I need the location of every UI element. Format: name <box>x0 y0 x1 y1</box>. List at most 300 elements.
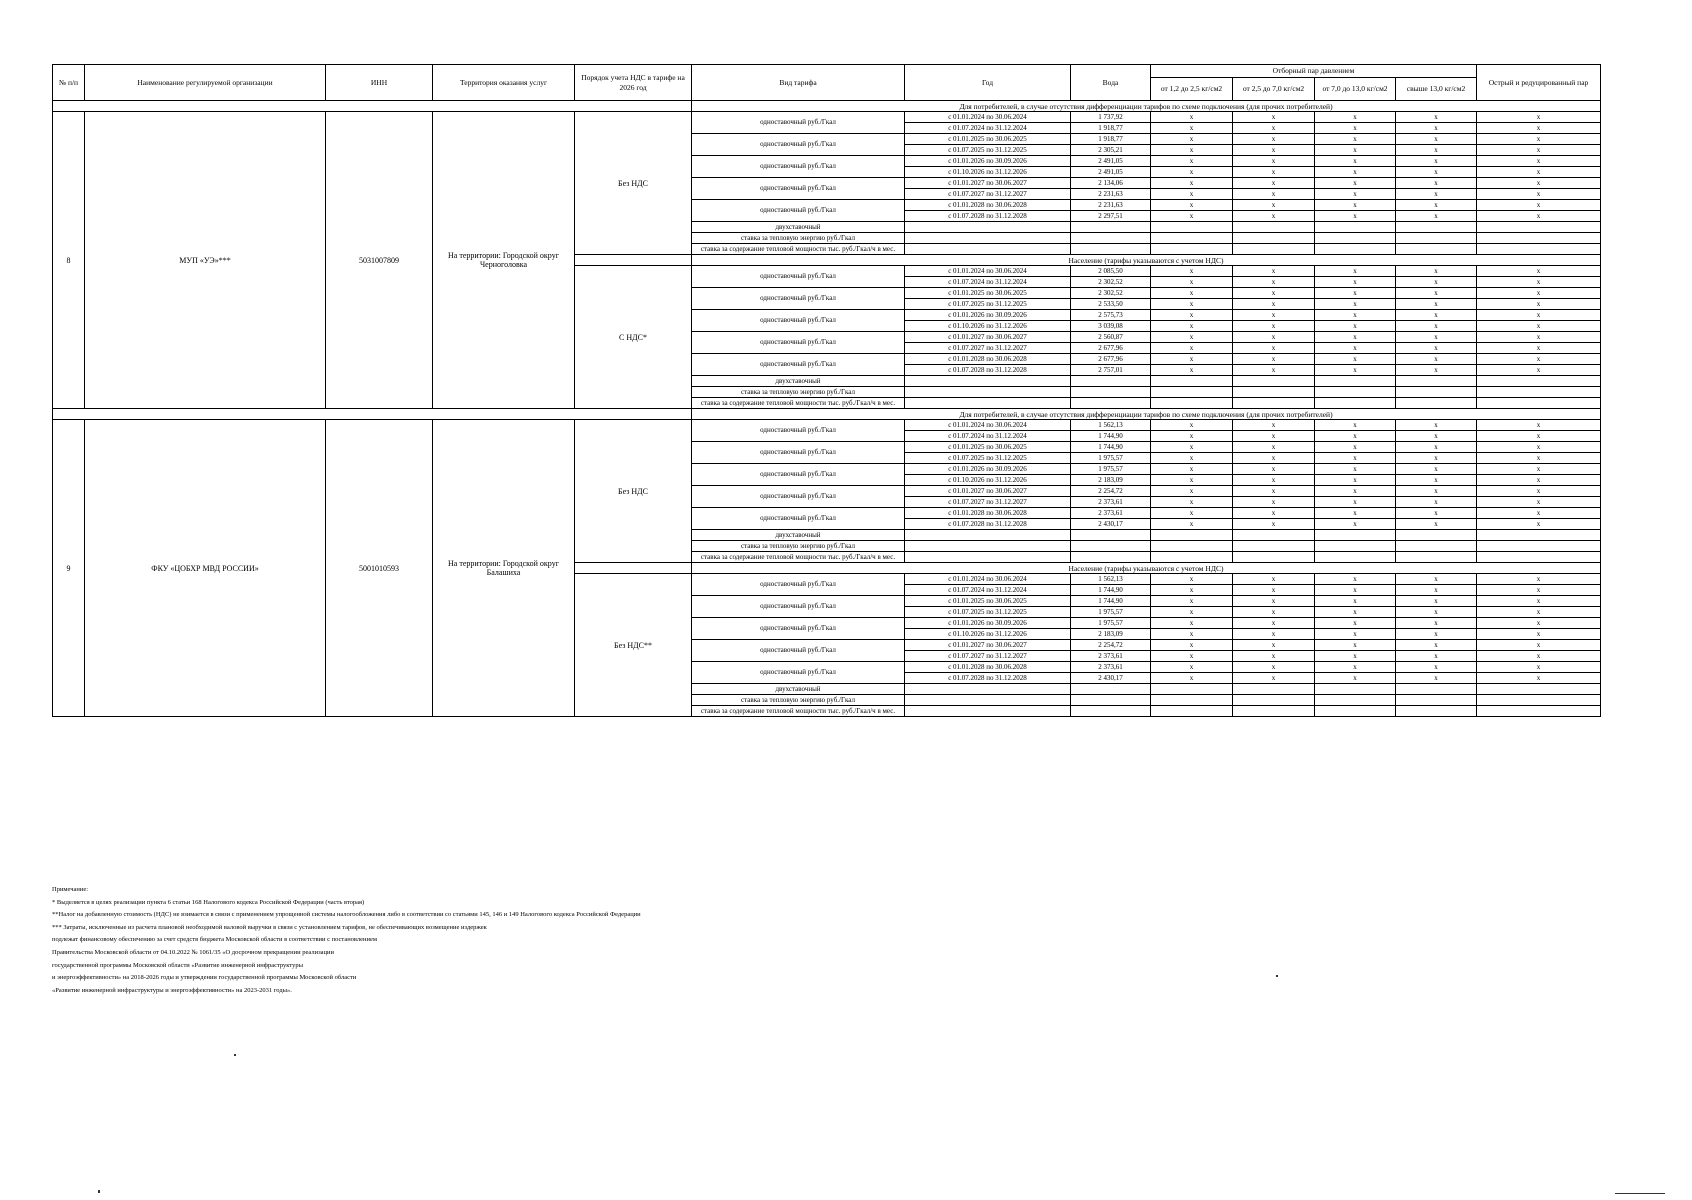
steam-value: x <box>1315 585 1396 596</box>
period-cell: с 01.07.2027 по 31.12.2027 <box>905 189 1071 200</box>
steam-value: x <box>1396 365 1477 376</box>
footnote-line: *** Затраты, исключенные из расчета плановой необходимой валовой выручки в связи с установлением тарифов, не обеспечивающих возмещение издержек <box>52 923 487 931</box>
steam-value: x <box>1396 200 1477 211</box>
steam-value: x <box>1477 134 1601 145</box>
empty-cell <box>1071 387 1151 398</box>
period-cell: с 01.01.2025 по 30.06.2025 <box>905 596 1071 607</box>
steam-value: x <box>1315 310 1396 321</box>
water-value: 2 134,06 <box>1071 178 1151 189</box>
steam-value: x <box>1151 596 1233 607</box>
period-cell: с 01.07.2024 по 31.12.2024 <box>905 585 1071 596</box>
period-cell: с 01.01.2027 по 30.06.2027 <box>905 178 1071 189</box>
steam-value: x <box>1233 123 1315 134</box>
steam-value: x <box>1151 211 1233 222</box>
steam-value: x <box>1477 420 1601 431</box>
steam-value: x <box>1151 442 1233 453</box>
steam-value: x <box>1477 508 1601 519</box>
section-label: Население (тарифы указываются с учетом НДС) <box>692 563 1601 574</box>
empty-cell <box>1477 541 1601 552</box>
water-value: 1 744,90 <box>1071 596 1151 607</box>
period-cell: с 01.01.2026 по 30.09.2026 <box>905 618 1071 629</box>
water-value: 2 677,96 <box>1071 343 1151 354</box>
steam-value: x <box>1477 310 1601 321</box>
org-territory: На территории: Городской округ Черноголовка <box>433 112 575 409</box>
empty-cell <box>1477 233 1601 244</box>
steam-value: x <box>1315 629 1396 640</box>
empty-cell <box>1233 233 1315 244</box>
period-cell: с 01.01.2026 по 30.09.2026 <box>905 310 1071 321</box>
empty-cell <box>905 244 1071 255</box>
empty-cell <box>1396 552 1477 563</box>
steam-value: x <box>1477 145 1601 156</box>
steam-value: x <box>1396 585 1477 596</box>
steam-value: x <box>1396 123 1477 134</box>
steam-value: x <box>1151 189 1233 200</box>
empty-cell <box>1071 233 1151 244</box>
empty-cell <box>1396 695 1477 706</box>
steam-value: x <box>1315 211 1396 222</box>
steam-value: x <box>1151 277 1233 288</box>
water-value: 2 677,96 <box>1071 354 1151 365</box>
empty-cell <box>1315 684 1396 695</box>
empty-cell <box>1071 222 1151 233</box>
empty-cell <box>1396 222 1477 233</box>
water-value: 2 297,51 <box>1071 211 1151 222</box>
steam-value: x <box>1315 156 1396 167</box>
header-year: Год <box>905 65 1071 101</box>
steam-value: x <box>1315 112 1396 123</box>
empty-cell <box>1477 530 1601 541</box>
vat-order: Без НДС <box>575 112 692 255</box>
period-cell: с 01.01.2027 по 30.06.2027 <box>905 332 1071 343</box>
empty-cell <box>1477 222 1601 233</box>
footnote-line: Примечание: <box>52 886 89 893</box>
period-cell: с 01.10.2026 по 31.12.2026 <box>905 475 1071 486</box>
empty-cell <box>1151 552 1233 563</box>
water-value: 2 302,52 <box>1071 277 1151 288</box>
empty-cell <box>1477 244 1601 255</box>
steam-value: x <box>1315 145 1396 156</box>
steam-value: x <box>1396 321 1477 332</box>
period-cell: с 01.01.2026 по 30.09.2026 <box>905 464 1071 475</box>
steam-value: x <box>1396 277 1477 288</box>
vat-order: С НДС* <box>575 266 692 409</box>
steam-value: x <box>1151 673 1233 684</box>
tariff-type: одноставочный руб./Гкал <box>692 420 905 442</box>
steam-value: x <box>1396 574 1477 585</box>
tariff-type: одноставочный руб./Гкал <box>692 662 905 684</box>
section-row <box>53 101 1601 112</box>
header-vat: Порядок учета НДС в тарифе на 2026 год <box>575 65 692 101</box>
scan-edge-mark <box>1615 1193 1665 1194</box>
water-value: 3 039,08 <box>1071 321 1151 332</box>
scan-speck <box>1276 975 1278 977</box>
steam-value: x <box>1477 343 1601 354</box>
tariff-type: одноставочный руб./Гкал <box>692 640 905 662</box>
footnote-line: * Выделяется в целях реализации пункта 6 статьи 168 Налогового кодекса Российской Федерации (часть вторая) <box>52 898 365 906</box>
steam-value: x <box>1233 618 1315 629</box>
period-cell: с 01.07.2024 по 31.12.2024 <box>905 431 1071 442</box>
steam-value: x <box>1233 288 1315 299</box>
steam-value: x <box>1396 420 1477 431</box>
tariff-type: ставка за тепловую энергию руб./Гкал <box>692 233 905 244</box>
steam-value: x <box>1151 134 1233 145</box>
header-steam-4: свыше 13,0 кг/см2 <box>1396 78 1477 101</box>
tariff-type: одноставочный руб./Гкал <box>692 596 905 618</box>
steam-value: x <box>1151 178 1233 189</box>
period-cell: с 01.01.2025 по 30.06.2025 <box>905 288 1071 299</box>
steam-value: x <box>1151 145 1233 156</box>
period-cell: с 01.07.2025 по 31.12.2025 <box>905 607 1071 618</box>
steam-value: x <box>1151 585 1233 596</box>
steam-value: x <box>1233 277 1315 288</box>
steam-value: x <box>1315 266 1396 277</box>
empty-cell <box>1151 387 1233 398</box>
steam-value: x <box>1151 365 1233 376</box>
steam-value: x <box>1151 167 1233 178</box>
tariff-type: одноставочный руб./Гкал <box>692 574 905 596</box>
steam-value: x <box>1396 354 1477 365</box>
period-cell: с 01.01.2025 по 30.06.2025 <box>905 134 1071 145</box>
period-cell: с 01.01.2024 по 30.06.2024 <box>905 112 1071 123</box>
steam-value: x <box>1233 178 1315 189</box>
tariff-type: одноставочный руб./Гкал <box>692 508 905 530</box>
steam-value: x <box>1396 651 1477 662</box>
tariff-type: одноставочный руб./Гкал <box>692 266 905 288</box>
org-number: 8 <box>53 112 85 409</box>
tariff-type: двухставочный <box>692 530 905 541</box>
tariff-type: одноставочный руб./Гкал <box>692 486 905 508</box>
steam-value: x <box>1233 442 1315 453</box>
steam-value: x <box>1315 288 1396 299</box>
org-number: 9 <box>53 420 85 717</box>
scan-speck <box>98 1190 100 1193</box>
empty-cell <box>1477 684 1601 695</box>
steam-value: x <box>1233 211 1315 222</box>
steam-value: x <box>1315 332 1396 343</box>
water-value: 1 975,57 <box>1071 607 1151 618</box>
steam-value: x <box>1233 420 1315 431</box>
vat-order: Без НДС** <box>575 574 692 717</box>
empty-cell <box>1477 552 1601 563</box>
empty-cell <box>1071 552 1151 563</box>
steam-value: x <box>1477 497 1601 508</box>
steam-value: x <box>1477 266 1601 277</box>
steam-value: x <box>1315 508 1396 519</box>
empty-cell <box>905 552 1071 563</box>
empty-cell <box>1071 530 1151 541</box>
steam-value: x <box>1396 453 1477 464</box>
steam-value: x <box>1477 321 1601 332</box>
water-value: 2 302,52 <box>1071 288 1151 299</box>
steam-value: x <box>1151 420 1233 431</box>
steam-value: x <box>1151 662 1233 673</box>
steam-value: x <box>1151 607 1233 618</box>
steam-value: x <box>1233 464 1315 475</box>
water-value: 2 430,17 <box>1071 673 1151 684</box>
table-row <box>53 112 1601 123</box>
header-inn: ИНН <box>326 65 433 101</box>
tariff-type: одноставочный руб./Гкал <box>692 332 905 354</box>
header-sharp-steam: Острый и редуцированный пар <box>1477 65 1601 101</box>
empty-cell <box>1477 695 1601 706</box>
empty-cell <box>1477 387 1601 398</box>
tariff-table <box>52 64 1601 717</box>
section-label: Население (тарифы указываются с учетом НДС) <box>692 255 1601 266</box>
steam-value: x <box>1396 266 1477 277</box>
header-water: Вода <box>1071 65 1151 101</box>
empty-cell <box>1315 706 1396 717</box>
steam-value: x <box>1396 332 1477 343</box>
steam-value: x <box>1477 673 1601 684</box>
steam-value: x <box>1396 662 1477 673</box>
steam-value: x <box>1233 662 1315 673</box>
steam-value: x <box>1315 277 1396 288</box>
steam-value: x <box>1315 475 1396 486</box>
steam-value: x <box>1477 288 1601 299</box>
water-value: 1 975,57 <box>1071 618 1151 629</box>
steam-value: x <box>1396 211 1477 222</box>
empty-cell <box>905 695 1071 706</box>
steam-value: x <box>1151 266 1233 277</box>
tariff-type: ставка за содержание тепловой мощности тыс. руб./Гкал/ч в мес. <box>692 398 905 409</box>
steam-value: x <box>1233 431 1315 442</box>
footnote-line: «Развитие инженерной инфраструктуры и энергоэффективности» на 2023-2031 годы». <box>52 986 292 994</box>
header-steam-2: от 2,5 до 7,0 кг/см2 <box>1233 78 1315 101</box>
header-territory: Территория оказания услуг <box>433 65 575 101</box>
period-cell: с 01.01.2028 по 30.06.2028 <box>905 662 1071 673</box>
empty-cell <box>1071 706 1151 717</box>
water-value: 1 918,77 <box>1071 134 1151 145</box>
empty-cell <box>1151 684 1233 695</box>
empty-cell <box>905 706 1071 717</box>
steam-value: x <box>1151 464 1233 475</box>
steam-value: x <box>1477 299 1601 310</box>
steam-value: x <box>1151 497 1233 508</box>
steam-value: x <box>1315 178 1396 189</box>
empty-cell <box>1071 244 1151 255</box>
empty-cell <box>1396 387 1477 398</box>
table-header <box>53 65 1601 101</box>
steam-value: x <box>1315 431 1396 442</box>
tariff-type: ставка за тепловую энергию руб./Гкал <box>692 387 905 398</box>
steam-value: x <box>1233 310 1315 321</box>
steam-value: x <box>1151 475 1233 486</box>
steam-value: x <box>1233 651 1315 662</box>
steam-value: x <box>1315 574 1396 585</box>
tariff-type: одноставочный руб./Гкал <box>692 354 905 376</box>
steam-value: x <box>1233 508 1315 519</box>
steam-value: x <box>1315 453 1396 464</box>
header-org-name: Наименование регулируемой организации <box>85 65 326 101</box>
water-value: 1 744,90 <box>1071 442 1151 453</box>
blank-cell <box>53 409 692 420</box>
empty-cell <box>1315 398 1396 409</box>
empty-cell <box>905 398 1071 409</box>
water-value: 1 744,90 <box>1071 585 1151 596</box>
steam-value: x <box>1151 629 1233 640</box>
empty-cell <box>1151 541 1233 552</box>
tariff-type: двухставочный <box>692 684 905 695</box>
period-cell: с 01.10.2026 по 31.12.2026 <box>905 321 1071 332</box>
empty-cell <box>1151 376 1233 387</box>
steam-value: x <box>1233 497 1315 508</box>
steam-value: x <box>1315 651 1396 662</box>
steam-value: x <box>1396 442 1477 453</box>
period-cell: с 01.01.2027 по 30.06.2027 <box>905 640 1071 651</box>
steam-value: x <box>1396 475 1477 486</box>
steam-value: x <box>1233 189 1315 200</box>
empty-cell <box>1233 552 1315 563</box>
empty-cell <box>1151 695 1233 706</box>
blank-cell <box>575 255 692 266</box>
steam-value: x <box>1396 607 1477 618</box>
steam-value: x <box>1315 618 1396 629</box>
tariff-type: одноставочный руб./Гкал <box>692 178 905 200</box>
steam-value: x <box>1477 442 1601 453</box>
steam-value: x <box>1315 596 1396 607</box>
steam-value: x <box>1396 596 1477 607</box>
water-value: 2 575,73 <box>1071 310 1151 321</box>
steam-value: x <box>1477 662 1601 673</box>
steam-value: x <box>1233 299 1315 310</box>
steam-value: x <box>1477 178 1601 189</box>
blank-cell <box>575 563 692 574</box>
period-cell: с 01.10.2026 по 31.12.2026 <box>905 167 1071 178</box>
empty-cell <box>1477 706 1601 717</box>
empty-cell <box>1071 376 1151 387</box>
steam-value: x <box>1315 299 1396 310</box>
steam-value: x <box>1396 519 1477 530</box>
period-cell: с 01.07.2027 по 31.12.2027 <box>905 343 1071 354</box>
steam-value: x <box>1477 519 1601 530</box>
steam-value: x <box>1477 651 1601 662</box>
steam-value: x <box>1151 310 1233 321</box>
footnote-line: государственной программы Московской области «Развитие инженерной инфраструктуры <box>52 961 303 969</box>
steam-value: x <box>1315 134 1396 145</box>
empty-cell <box>1315 244 1396 255</box>
period-cell: с 01.01.2024 по 30.06.2024 <box>905 266 1071 277</box>
empty-cell <box>1233 541 1315 552</box>
water-value: 2 373,61 <box>1071 651 1151 662</box>
steam-value: x <box>1396 464 1477 475</box>
steam-value: x <box>1151 321 1233 332</box>
steam-value: x <box>1151 431 1233 442</box>
steam-value: x <box>1233 321 1315 332</box>
steam-value: x <box>1151 200 1233 211</box>
steam-value: x <box>1233 266 1315 277</box>
empty-cell <box>1396 376 1477 387</box>
steam-value: x <box>1315 123 1396 134</box>
footnote-line: **Налог на добавленную стоимость (НДС) не взимается в связи с применением упрощенной системы налогообложения либо в соответствии со статьями 145, 146 и 149 Налогового кодекса Российской Федерации <box>52 911 641 919</box>
steam-value: x <box>1477 431 1601 442</box>
steam-value: x <box>1477 167 1601 178</box>
steam-value: x <box>1233 585 1315 596</box>
empty-cell <box>1315 552 1396 563</box>
steam-value: x <box>1477 277 1601 288</box>
period-cell: с 01.01.2024 по 30.06.2024 <box>905 420 1071 431</box>
steam-value: x <box>1315 420 1396 431</box>
header-tariff-type: Вид тарифа <box>692 65 905 101</box>
water-value: 2 373,61 <box>1071 662 1151 673</box>
water-value: 2 373,61 <box>1071 497 1151 508</box>
water-value: 2 757,01 <box>1071 365 1151 376</box>
period-cell: с 01.01.2025 по 30.06.2025 <box>905 442 1071 453</box>
header-steam-group: Отборный пар давлением <box>1151 65 1477 78</box>
steam-value: x <box>1315 607 1396 618</box>
steam-value: x <box>1396 618 1477 629</box>
steam-value: x <box>1233 629 1315 640</box>
steam-value: x <box>1315 167 1396 178</box>
tariff-type: ставка за содержание тепловой мощности тыс. руб./Гкал/ч в мес. <box>692 244 905 255</box>
period-cell: с 01.01.2028 по 30.06.2028 <box>905 354 1071 365</box>
org-name: МУП «УЭ»*** <box>85 112 326 409</box>
empty-cell <box>905 530 1071 541</box>
steam-value: x <box>1477 486 1601 497</box>
steam-value: x <box>1396 134 1477 145</box>
period-cell: с 01.10.2026 по 31.12.2026 <box>905 629 1071 640</box>
water-value: 2 373,61 <box>1071 508 1151 519</box>
steam-value: x <box>1151 486 1233 497</box>
steam-value: x <box>1396 497 1477 508</box>
steam-value: x <box>1151 640 1233 651</box>
empty-cell <box>905 222 1071 233</box>
org-territory: На территории: Городской округ Балашиха <box>433 420 575 717</box>
period-cell: с 01.07.2028 по 31.12.2028 <box>905 211 1071 222</box>
steam-value: x <box>1151 574 1233 585</box>
steam-value: x <box>1315 343 1396 354</box>
water-value: 2 533,50 <box>1071 299 1151 310</box>
empty-cell <box>1151 233 1233 244</box>
steam-value: x <box>1396 486 1477 497</box>
period-cell: с 01.07.2025 по 31.12.2025 <box>905 453 1071 464</box>
steam-value: x <box>1477 189 1601 200</box>
empty-cell <box>1151 398 1233 409</box>
steam-value: x <box>1233 343 1315 354</box>
steam-value: x <box>1233 200 1315 211</box>
steam-value: x <box>1477 354 1601 365</box>
empty-cell <box>1315 376 1396 387</box>
tariff-type: одноставочный руб./Гкал <box>692 200 905 222</box>
tariff-type: одноставочный руб./Гкал <box>692 288 905 310</box>
steam-value: x <box>1477 332 1601 343</box>
steam-value: x <box>1477 464 1601 475</box>
tariff-type: ставка за содержание тепловой мощности тыс. руб./Гкал/ч в мес. <box>692 552 905 563</box>
period-cell: с 01.07.2028 по 31.12.2028 <box>905 519 1071 530</box>
steam-value: x <box>1477 585 1601 596</box>
org-inn: 5031007809 <box>326 112 433 409</box>
steam-value: x <box>1396 640 1477 651</box>
blank-cell <box>53 101 692 112</box>
steam-value: x <box>1477 475 1601 486</box>
water-value: 1 744,90 <box>1071 431 1151 442</box>
steam-value: x <box>1233 519 1315 530</box>
empty-cell <box>1396 233 1477 244</box>
steam-value: x <box>1477 629 1601 640</box>
empty-cell <box>1315 387 1396 398</box>
water-value: 2 491,05 <box>1071 167 1151 178</box>
empty-cell <box>1151 706 1233 717</box>
empty-cell <box>1071 695 1151 706</box>
steam-value: x <box>1233 167 1315 178</box>
empty-cell <box>1477 376 1601 387</box>
tariff-type: ставка за тепловую энергию руб./Гкал <box>692 541 905 552</box>
empty-cell <box>1396 706 1477 717</box>
table-row <box>53 420 1601 431</box>
steam-value: x <box>1151 332 1233 343</box>
steam-value: x <box>1396 145 1477 156</box>
water-value: 1 737,92 <box>1071 112 1151 123</box>
